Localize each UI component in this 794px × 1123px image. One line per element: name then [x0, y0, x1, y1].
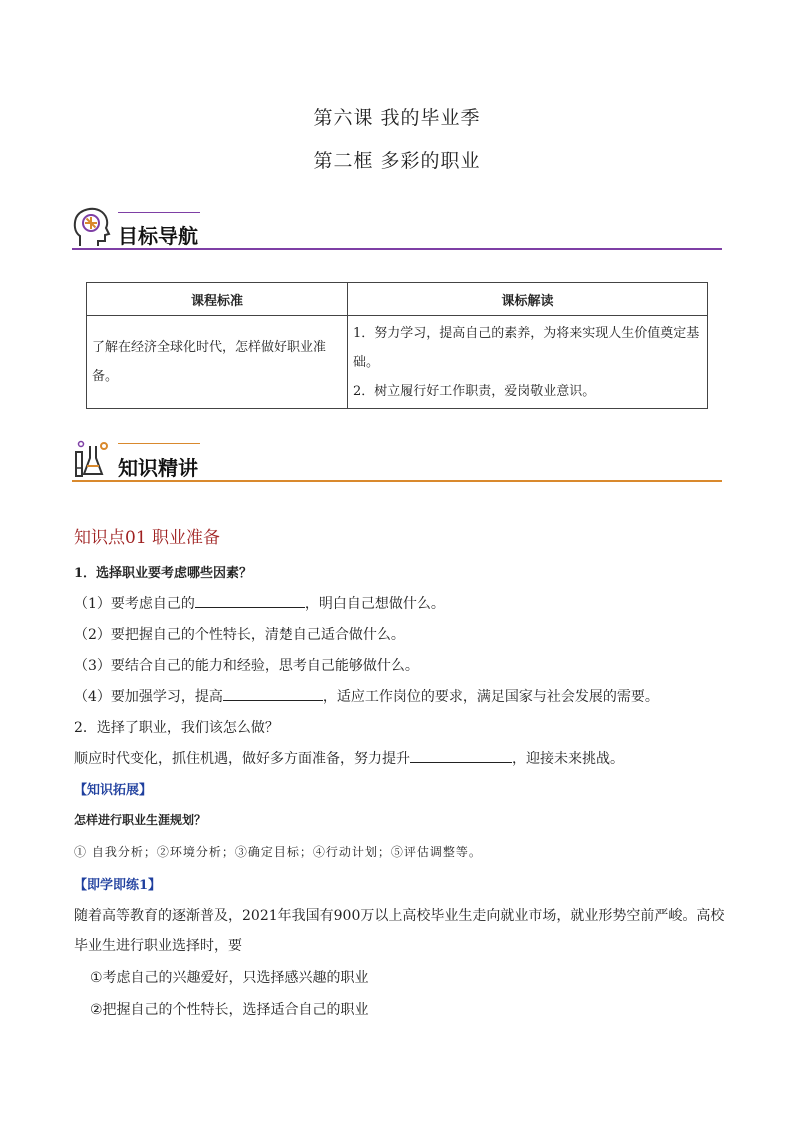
practice-option-2: ②把握自己的个性特长，选择适合自己的职业 — [90, 1002, 369, 1018]
fill-blank — [410, 748, 512, 763]
list-item: （1）要考虑自己的 ，明白自己想做什么。 — [74, 593, 445, 613]
extension-answer: ① 自我分析；②环境分析；③确定目标；④行动计划；⑤评估调整等。 — [74, 845, 482, 859]
extension-question: 怎样进行职业生涯规划？ — [74, 813, 207, 827]
answer-2: 顺应时代变化，抓住机遇，做好多方面准备，努力提升 ，迎接未来挑战。 — [74, 748, 624, 768]
goal-nav-label: 目标导航 — [118, 224, 198, 248]
practice-option-1: ①考虑自己的兴趣爱好，只选择感兴趣的职业 — [90, 970, 369, 986]
table-row — [87, 316, 708, 409]
list-item: （3）要结合自己的能力和经验，思考自己能够做什么。 — [74, 658, 419, 674]
list-item: （2）要把握自己的个性特长，清楚自己适合做什么。 — [74, 627, 405, 643]
standards-table — [86, 282, 708, 409]
standard-cell: 了解在经济全球化时代，怎样做好职业准备。 — [87, 316, 348, 409]
practice-title: 【即学即练1】 — [74, 878, 162, 893]
list-item: （4）要加强学习，提高 ，适应工作岗位的要求，满足国家与社会发展的需要。 — [74, 686, 659, 706]
lesson-title: 第六课 我的毕业季 — [313, 107, 481, 129]
lab-flask-icon — [72, 438, 114, 480]
frame-title: 第二框 多彩的职业 — [313, 150, 481, 172]
interpretation-1: 1．努力学习，提高自己的素养，为将来实现人生价值奠定基础。 — [353, 325, 700, 370]
head-brain-icon — [72, 206, 112, 248]
practice-stem-line2: 毕业生进行职业选择时，要 — [74, 938, 242, 954]
header-standard: 课程标准 — [87, 283, 348, 316]
header-interpretation: 课标解读 — [348, 283, 708, 316]
goal-nav-section-header — [72, 204, 722, 250]
question-1: 1．选择职业要考虑哪些因素？ — [74, 566, 253, 581]
practice-stem-line1: 随着高等教育的逐渐普及，2021年我国有900万以上高校毕业生走向就业市场，就业形势空前严峻。高校 — [74, 908, 725, 924]
interpretation-2: 2．树立履行好工作职责，爱岗敬业意识。 — [353, 383, 596, 399]
table-header-row — [87, 283, 708, 316]
question-2: 2．选择了职业，我们该怎么做？ — [74, 720, 279, 736]
knowledge-point-heading: 知识点01 职业准备 — [74, 528, 221, 548]
interpretation-cell — [348, 316, 708, 409]
knowledge-section-header — [72, 436, 722, 482]
extension-title: 【知识拓展】 — [74, 783, 153, 798]
knowledge-label: 知识精讲 — [118, 456, 198, 480]
fill-blank — [195, 593, 305, 608]
fill-blank — [223, 686, 323, 701]
